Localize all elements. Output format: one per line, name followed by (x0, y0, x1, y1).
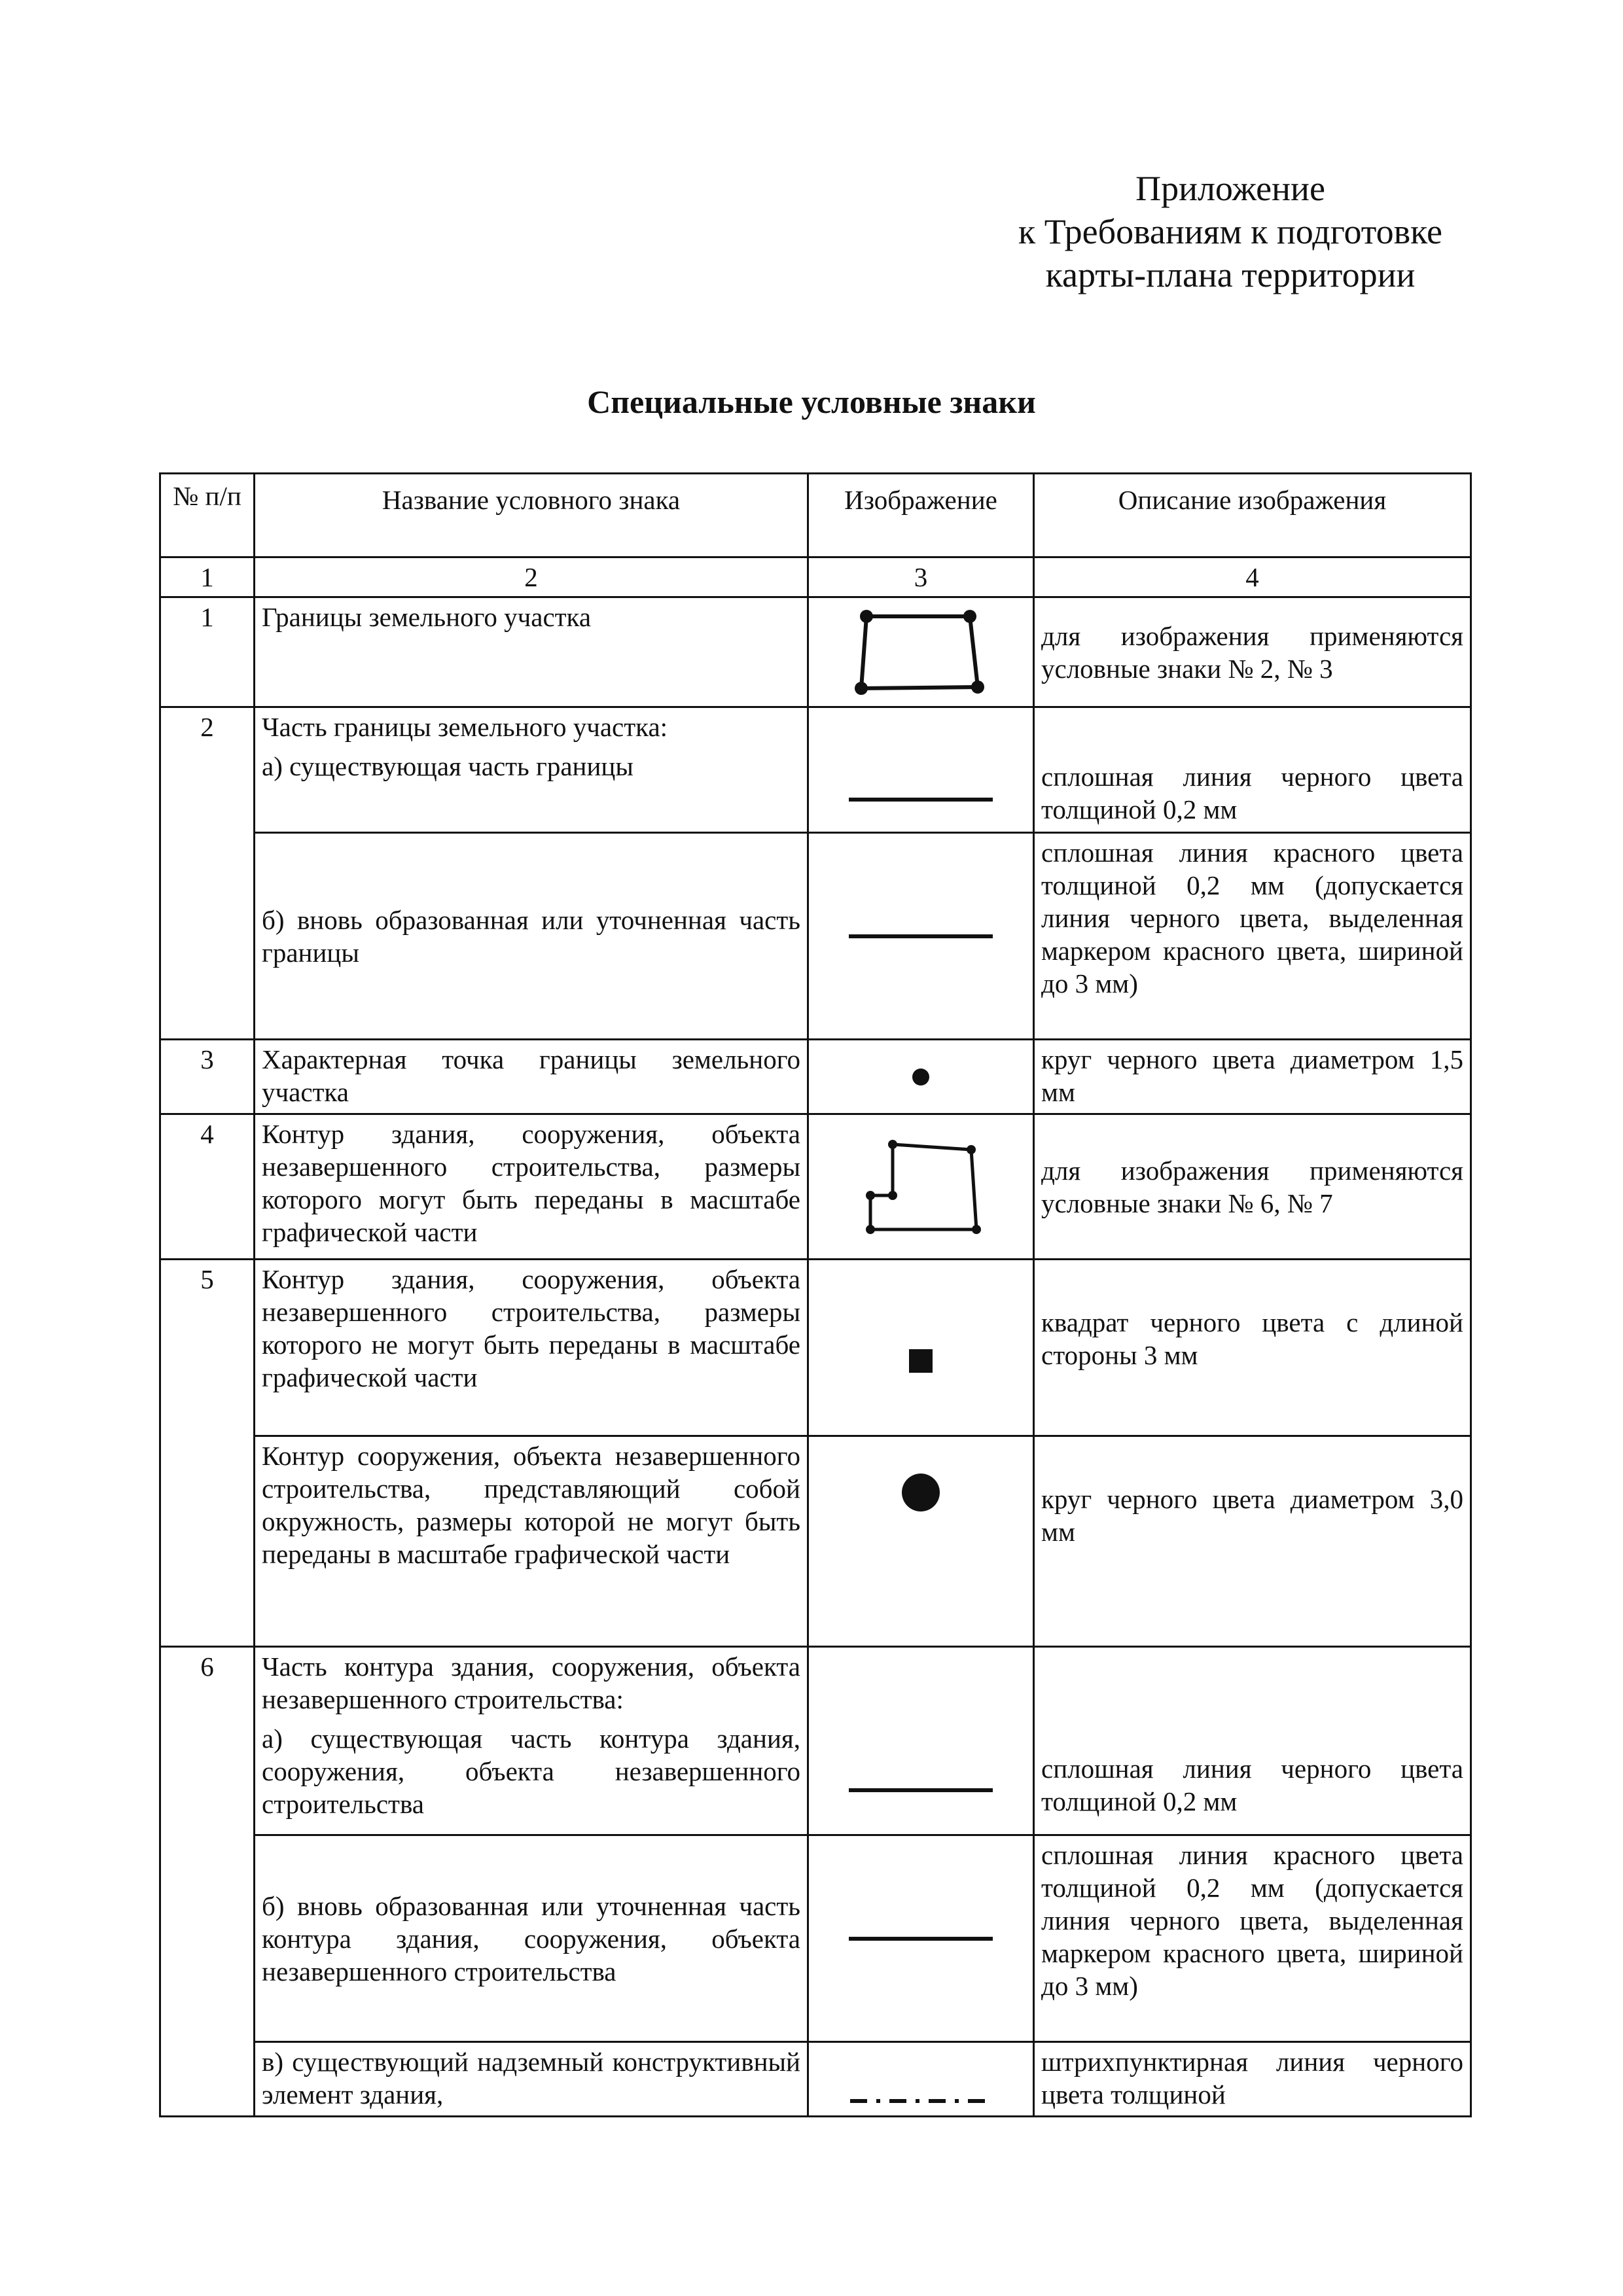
row-num: 2 (160, 707, 255, 1040)
header-image: Изображение (808, 474, 1034, 557)
appendix-line-2: к Требованиям к подготовке (1018, 212, 1443, 251)
solid-red-line-icon (842, 1926, 999, 1952)
col-number-1: 1 (160, 557, 255, 597)
table-row (160, 2042, 1471, 2117)
row-desc: сплошная линия красного цвета толщиной 0,2 мм (допускается линия черного цвета, выделенная маркером красного цвета, шириной до 3 мм) (1034, 1835, 1471, 2042)
table-row (160, 1114, 1471, 1260)
col-number-2: 2 (255, 557, 808, 597)
row-image (808, 1436, 1034, 1647)
row-image (808, 1114, 1034, 1260)
row-desc: штрихпунктирная линия черного цвета толщиной (1034, 2042, 1471, 2117)
solid-red-line-icon (842, 923, 999, 949)
solid-black-line-icon (842, 786, 999, 813)
row-num: 5 (160, 1260, 255, 1647)
row-desc: круг черного цвета диаметром 3,0 мм (1034, 1436, 1471, 1647)
column-number-row (160, 557, 1471, 597)
row-desc: квадрат черного цвета с длиной стороны 3 мм (1034, 1260, 1471, 1436)
row-name-sub-c: в) существующий надземный конструктивный элемент здания, (255, 2042, 808, 2117)
boundary-polygon-icon (852, 603, 990, 701)
col-number-4: 4 (1034, 557, 1471, 597)
row-num: 6 (160, 1647, 255, 2117)
table-row (160, 833, 1471, 1040)
table-row (160, 707, 1471, 833)
appendix-line-3: карты-плана территории (1045, 255, 1416, 294)
row-name-sub-a: а) существующая часть контура здания, сооружения, объекта незавершенного строительства (262, 1723, 800, 1819)
black-square-icon (904, 1345, 937, 1377)
row-name-heading: Часть контура здания, сооружения, объекта незавершенного строительства: (262, 1651, 800, 1714)
row-image (808, 1647, 1034, 1835)
row-name-heading: Часть границы земельного участка: (262, 712, 668, 742)
row-desc: сплошная линия черного цвета толщиной 0,2 мм (1034, 707, 1471, 833)
row-num: 3 (160, 1040, 255, 1114)
row-name: Контур здания, сооружения, объекта незавершенного строительства, размеры которого не могут быть переданы в масштабе графической части (255, 1260, 808, 1436)
row-image (808, 1040, 1034, 1114)
row-name-sub-a: а) существующая часть границы (262, 751, 633, 781)
row-image (808, 833, 1034, 1040)
document-title: Специальные условные знаки (587, 383, 1036, 420)
table-row (160, 1260, 1471, 1436)
row-name: Характерная точка границы земельного участка (255, 1040, 808, 1114)
table-header-row (160, 474, 1471, 557)
row-name-sub-b: б) вновь образованная или уточненная часть контура здания, сооружения, объекта незавершенного строительства (255, 1835, 808, 2042)
row-name: Контур здания, сооружения, объекта незавершенного строительства, размеры которого могут быть переданы в масштабе графической части (255, 1114, 808, 1260)
appendix-header (969, 167, 1492, 296)
black-circle-icon (898, 1470, 944, 1515)
row-desc: для изображения применяются условные знаки № 2, № 3 (1034, 597, 1471, 707)
table-row (160, 597, 1471, 707)
table-row (160, 1835, 1471, 2042)
dash-dot-line-icon (842, 2085, 999, 2111)
row-name: Границы земельного участка (255, 597, 808, 707)
col-number-3: 3 (808, 557, 1034, 597)
row-image (808, 1835, 1034, 2042)
table-row (160, 1436, 1471, 1647)
table-row (160, 1647, 1471, 1835)
header-name: Название условного знака (255, 474, 808, 557)
table-row (160, 1040, 1471, 1114)
row-name-sub-b: б) вновь образованная или уточненная часть границы (255, 833, 808, 1040)
row-desc: сплошная линия красного цвета толщиной 0,2 мм (допускается линия черного цвета, выделенная маркером красного цвета, шириной до 3 мм) (1034, 833, 1471, 1040)
row-name (255, 707, 808, 833)
row-image (808, 707, 1034, 833)
row-desc: для изображения применяются условные знаки № 6, № 7 (1034, 1114, 1471, 1260)
boundary-point-icon (908, 1064, 934, 1090)
row-name (255, 1647, 808, 1835)
header-num: № п/п (160, 474, 255, 557)
row-desc: круг черного цвета диаметром 1,5 мм (1034, 1040, 1471, 1114)
header-desc: Описание изображения (1034, 474, 1471, 557)
row-name-sub-b: Контур сооружения, объекта незавершенного строительства, представляющий собой окружность, размеры которой не могут быть переданы в масштабе графической части (255, 1436, 808, 1647)
row-image (808, 2042, 1034, 2117)
symbols-table (159, 472, 1472, 2117)
solid-black-line-icon (842, 1777, 999, 1803)
appendix-line-1: Приложение (1135, 169, 1325, 208)
building-contour-icon (852, 1131, 990, 1243)
row-desc: сплошная линия черного цвета толщиной 0,2 мм (1034, 1647, 1471, 1835)
row-image (808, 597, 1034, 707)
row-num: 1 (160, 597, 255, 707)
row-num: 4 (160, 1114, 255, 1260)
row-image (808, 1260, 1034, 1436)
